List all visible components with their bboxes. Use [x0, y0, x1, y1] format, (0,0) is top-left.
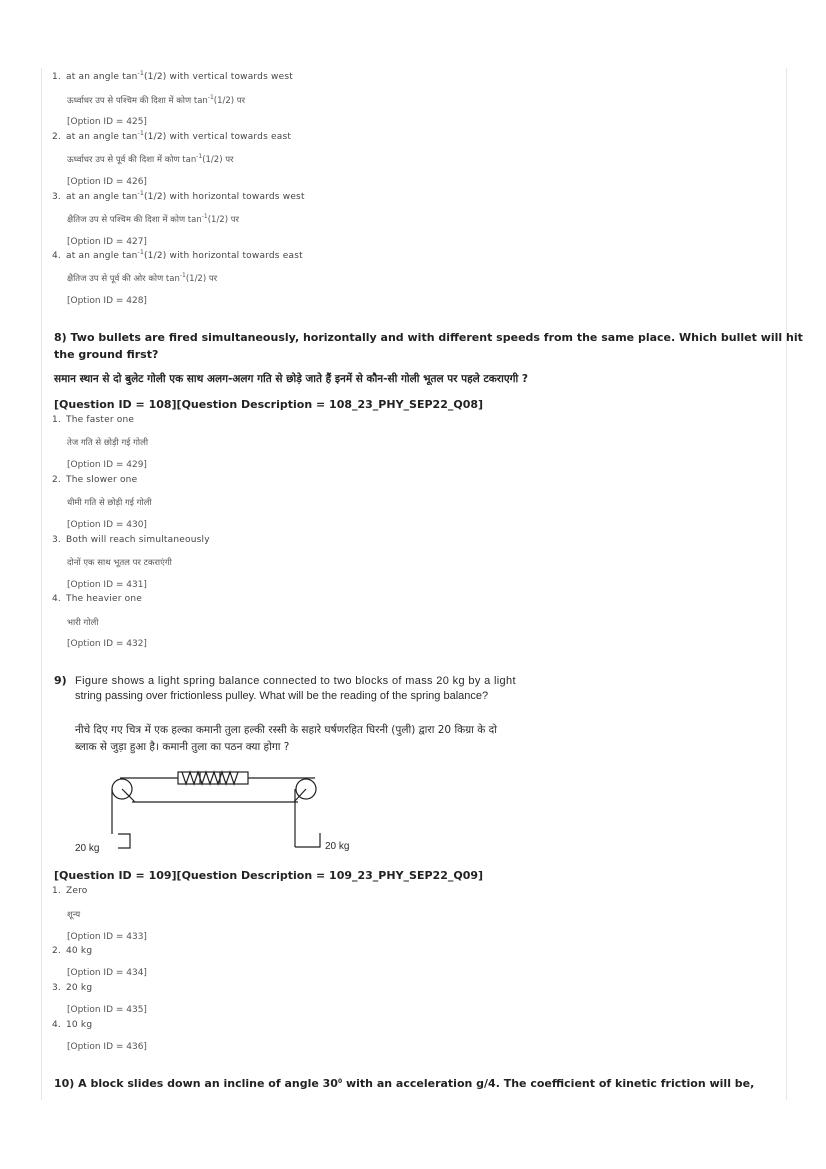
- q7-option-4-hindi: क्षैतिज उप से पूर्व की ओर कोण $\tan^{-1}(1/2)$ पर: [67, 272, 218, 284]
- q8-option-4: 4. The heavier one: [52, 594, 143, 604]
- q8-option-1-hindi: तेज गति से छोड़ी गई गोली: [67, 438, 149, 448]
- q7-option-2-hindi: ऊर्ध्वाधर उप से पूर्व की दिशा में कोण $\tan^{-1}(1/2)$ पर: [67, 153, 234, 165]
- q7-option-1: 1. at an angle $\tan^{-1}(1/2)$ with vertical towards west: [52, 70, 293, 82]
- q9-option-1-id: [Option ID = 433]: [67, 932, 147, 942]
- q8-text-line1: 8) Two bullets are fired simultaneously, horizontally and with different speeds from the same place. Which bullet will hit: [54, 331, 803, 344]
- q9-hindi-line1: नीचे दिए गए चित्र में एक हल्का कमानी तुला हल्की रस्सी के सहारे घर्षणरहित घिरनी (पुली) द्वारा 20 किग्रा के दो: [75, 724, 497, 736]
- q8-option-3: 3. Both will reach simultaneously: [52, 535, 210, 545]
- q9-option-1-hindi: शून्य: [67, 910, 81, 920]
- q7-option-2: 2. at an angle $\tan^{-1}(1/2)$ with vertical towards east: [52, 130, 292, 142]
- q7-option-4-id: [Option ID = 428]: [67, 296, 147, 306]
- q9-option-3: 3. 20 kg: [52, 983, 93, 993]
- q8-option-2: 2. The slower one: [52, 475, 138, 485]
- q7-option-1-hindi: ऊर्ध्वाधर उप से पश्चिम की दिशा में कोण $\tan^{-1}(1/2)$ पर: [67, 94, 246, 106]
- q8-option-1: 1. The faster one: [52, 415, 135, 425]
- q7-option-1-id: [Option ID = 425]: [67, 117, 147, 127]
- q9-text-line2: string passing over frictionless pulley. What will be the reading of the spring balance?: [75, 690, 489, 702]
- q9-option-2-id: [Option ID = 434]: [67, 968, 147, 978]
- left-mass-label: 20 kg: [75, 843, 100, 854]
- right-block: [295, 833, 320, 847]
- q9-option-4: 4. 10 kg: [52, 1020, 93, 1030]
- q9-text-line1: Figure shows a light spring balance connected to two blocks of mass 20 kg by a light: [75, 675, 516, 687]
- q9-hindi-line2: ब्लाक से जुड़ा हुआ है। कमानी तुला का पठन क्या होगा ?: [75, 741, 290, 753]
- q7-option-3: 3. at an angle $\tan^{-1}(1/2)$ with horizontal towards west: [52, 190, 305, 202]
- q9-option-1: 1. Zero: [52, 886, 88, 896]
- q9-option-3-id: [Option ID = 435]: [67, 1005, 147, 1015]
- q9-option-2: 2. 40 kg: [52, 946, 93, 956]
- q8-question-id: [Question ID = 108][Question Description = 108_23_PHY_SEP22_Q08]: [54, 398, 484, 411]
- q9-number: 9): [54, 674, 67, 687]
- q8-option-4-hindi: भारी गोली: [67, 618, 99, 628]
- q8-option-1-id: [Option ID = 429]: [67, 460, 147, 470]
- q8-option-2-id: [Option ID = 430]: [67, 520, 147, 530]
- right-mass-label: 20 kg: [325, 841, 350, 852]
- q9-question-id: [Question ID = 109][Question Description = 109_23_PHY_SEP22_Q09]: [54, 869, 484, 882]
- q8-text-line2: the ground first?: [54, 348, 159, 361]
- q8-hindi: समान स्थान से दो बुलेट गोली एक साथ अलग-अलग गति से छोड़े जाते हैं इनमें से कौन-सी गोली भूतल पर पहले टकराएगी ?: [54, 373, 529, 385]
- q7-option-3-hindi: क्षैतिज उप से पश्चिम की दिशा में कोण $\tan^{-1}(1/2)$ पर: [67, 213, 240, 225]
- q8-option-2-hindi: धीमी गति से छोड़ी गई गोली: [67, 498, 152, 508]
- q8-option-4-id: [Option ID = 432]: [67, 639, 147, 649]
- q7-option-3-id: [Option ID = 427]: [67, 237, 147, 247]
- q7-option-4: 4. at an angle $\tan^{-1}(1/2)$ with horizontal towards east: [52, 249, 303, 261]
- q10-text: 10) A block slides down an incline of angle $30^0$ with an acceleration g/4. The coefficient of kinetic friction will be,: [54, 1077, 755, 1090]
- q8-option-3-hindi: दोनों एक साथ भूतल पर टकराएंगी: [67, 558, 172, 568]
- q9-option-4-id: [Option ID = 436]: [67, 1042, 147, 1052]
- q7-option-2-id: [Option ID = 426]: [67, 177, 147, 187]
- q8-option-3-id: [Option ID = 431]: [67, 580, 147, 590]
- left-block: [118, 834, 130, 848]
